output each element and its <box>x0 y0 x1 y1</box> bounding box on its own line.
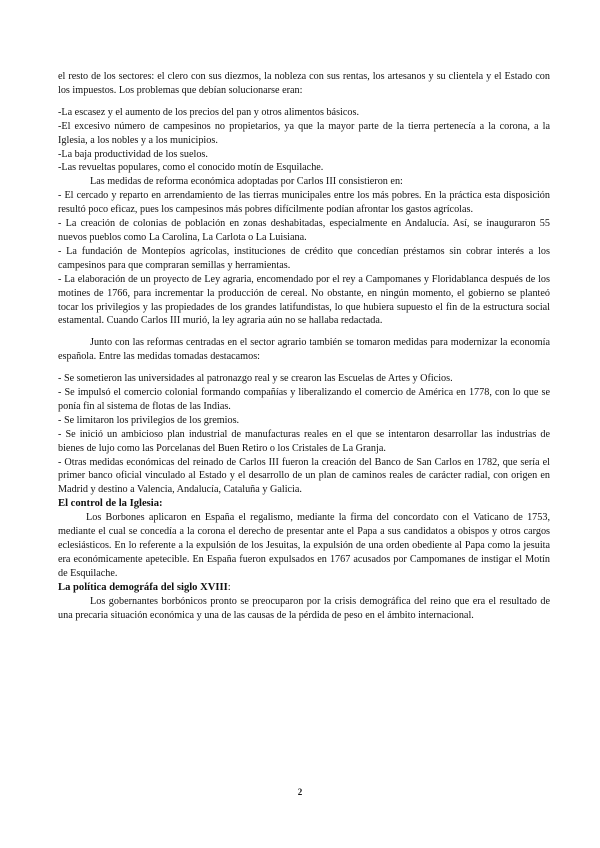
demography-paragraph: Los gobernantes borbónicos pronto se preocuparon por la crisis demográfica del reino que era el resultado de una precaria situación económica y una de las causas de la pérdida de peso en el ámbito internacional. <box>58 595 550 621</box>
measure-item: - Se impulsó el comercio colonial formando compañías y liberalizando el comercio de América en 1778, con lo que se ponía fin al sistema de flotas de las Indias. <box>58 387 550 412</box>
measure-item: - Se limitaron los privilegios de los gremios. <box>58 414 240 426</box>
measure-item: - Se inició un ambicioso plan industrial de manufacturas reales en el que se intentaron desarrollar las industrias de bienes de lujo como las Porcelanas del Buen Retiro o los Cristales de La Granja. <box>58 428 550 454</box>
page-number: 2 <box>297 787 303 797</box>
problem-item: -Las revueltas populares, como el conocido motín de Esquilache. <box>58 162 324 174</box>
church-paragraph: Los Borbones aplicaron en España el regalismo, mediante la firma del concordato con el Vaticano de 1753, mediante el cual se concedía a la corona el derecho de presentar ante el Papa a sus candidatos a obispos y otros cargos eclesiásticos. En lo referente a la expulsión de los Jesuitas, la expulsión de una orden obediente al Papa como la jesuita era económicamente apetecible. En España fueron expulsados en 1767 acusados por Campomanes de instigar el Motín de Esquilache. <box>58 512 550 579</box>
other-measures-intro: Junto con las reformas centradas en el sector agrario también se tomaron medidas para modernizar la economía española. Entre las medidas tomadas destacamos: <box>58 337 550 363</box>
reform-item: - La elaboración de un proyecto de Ley agraria, encomendado por el rey a Campomanes y Floridablanca después de los motines de 1766, para incrementar la producción de cereal. No obstante, en ningún momento, el gobierno se planteó tocar los privilegios y las propiedades de los grandes latifundistas, lo que hubiera supuesto el fin de la estructura social estamental. Cuando Carlos III murió, la ley agraria aún no se hallaba redactada. <box>58 273 550 327</box>
intro-paragraph: el resto de los sectores: el clero con sus diezmos, la nobleza con sus rentas, los artesanos y su clientela y el Estado con los impuestos. Los problemas que debían solucionarse eran: <box>58 71 550 96</box>
reforms-intro: Las medidas de reforma económica adoptadas por Carlos III consistieron en: <box>90 176 403 188</box>
reform-item: - El cercado y reparto en arrendamiento de las tierras municipales entre los más pobres. En la práctica esta disposición resultó poco eficaz, pues los campesinos más pobres difícilmente podían afrontar los gastos agrícolas. <box>58 190 550 216</box>
document-body <box>58 70 550 623</box>
church-heading: El control de la Iglesia: <box>58 498 163 510</box>
measure-item: - Otras medidas económicas del reinado de Carlos III fueron la creación del Banco de San Carlos en 1782, que sería el primer banco oficial vinculado al Estado y el desarrollo de un plan de caminos reales de carácter radial, con origen en Madrid y destino a Valencia, Andalucía, Cataluña y Galicia. <box>58 456 550 496</box>
demography-heading-text: La política demográfa del siglo XVIII <box>58 581 228 593</box>
demography-heading <box>58 581 550 595</box>
reform-item: - La creación de colonias de población en zonas deshabitadas, especialmente en Andalucía. Así, se inauguraron 55 nuevos pueblos como La Carolina, La Carlota o La Luisiana. <box>58 218 550 243</box>
problem-item: -El excesivo número de campesinos no propietarios, ya que la mayor parte de la tierra pertenecía a la corona, a la Iglesia, a los nobles y a los municipios. <box>58 120 550 146</box>
measure-item: - Se sometieron las universidades al patronazgo real y se crearon las Escuelas de Artes y Oficios. <box>58 373 453 385</box>
problem-item: -La baja productividad de los suelos. <box>58 148 208 160</box>
demography-heading-colon: : <box>227 581 231 593</box>
reform-item: - La fundación de Montepíos agrícolas, instituciones de crédito que concedían préstamos sin cobrar interés a los campesinos para que compraran semillas y herramientas. <box>58 245 550 271</box>
problem-item: -La escasez y el aumento de los precios del pan y otros alimentos básicos. <box>58 106 360 118</box>
